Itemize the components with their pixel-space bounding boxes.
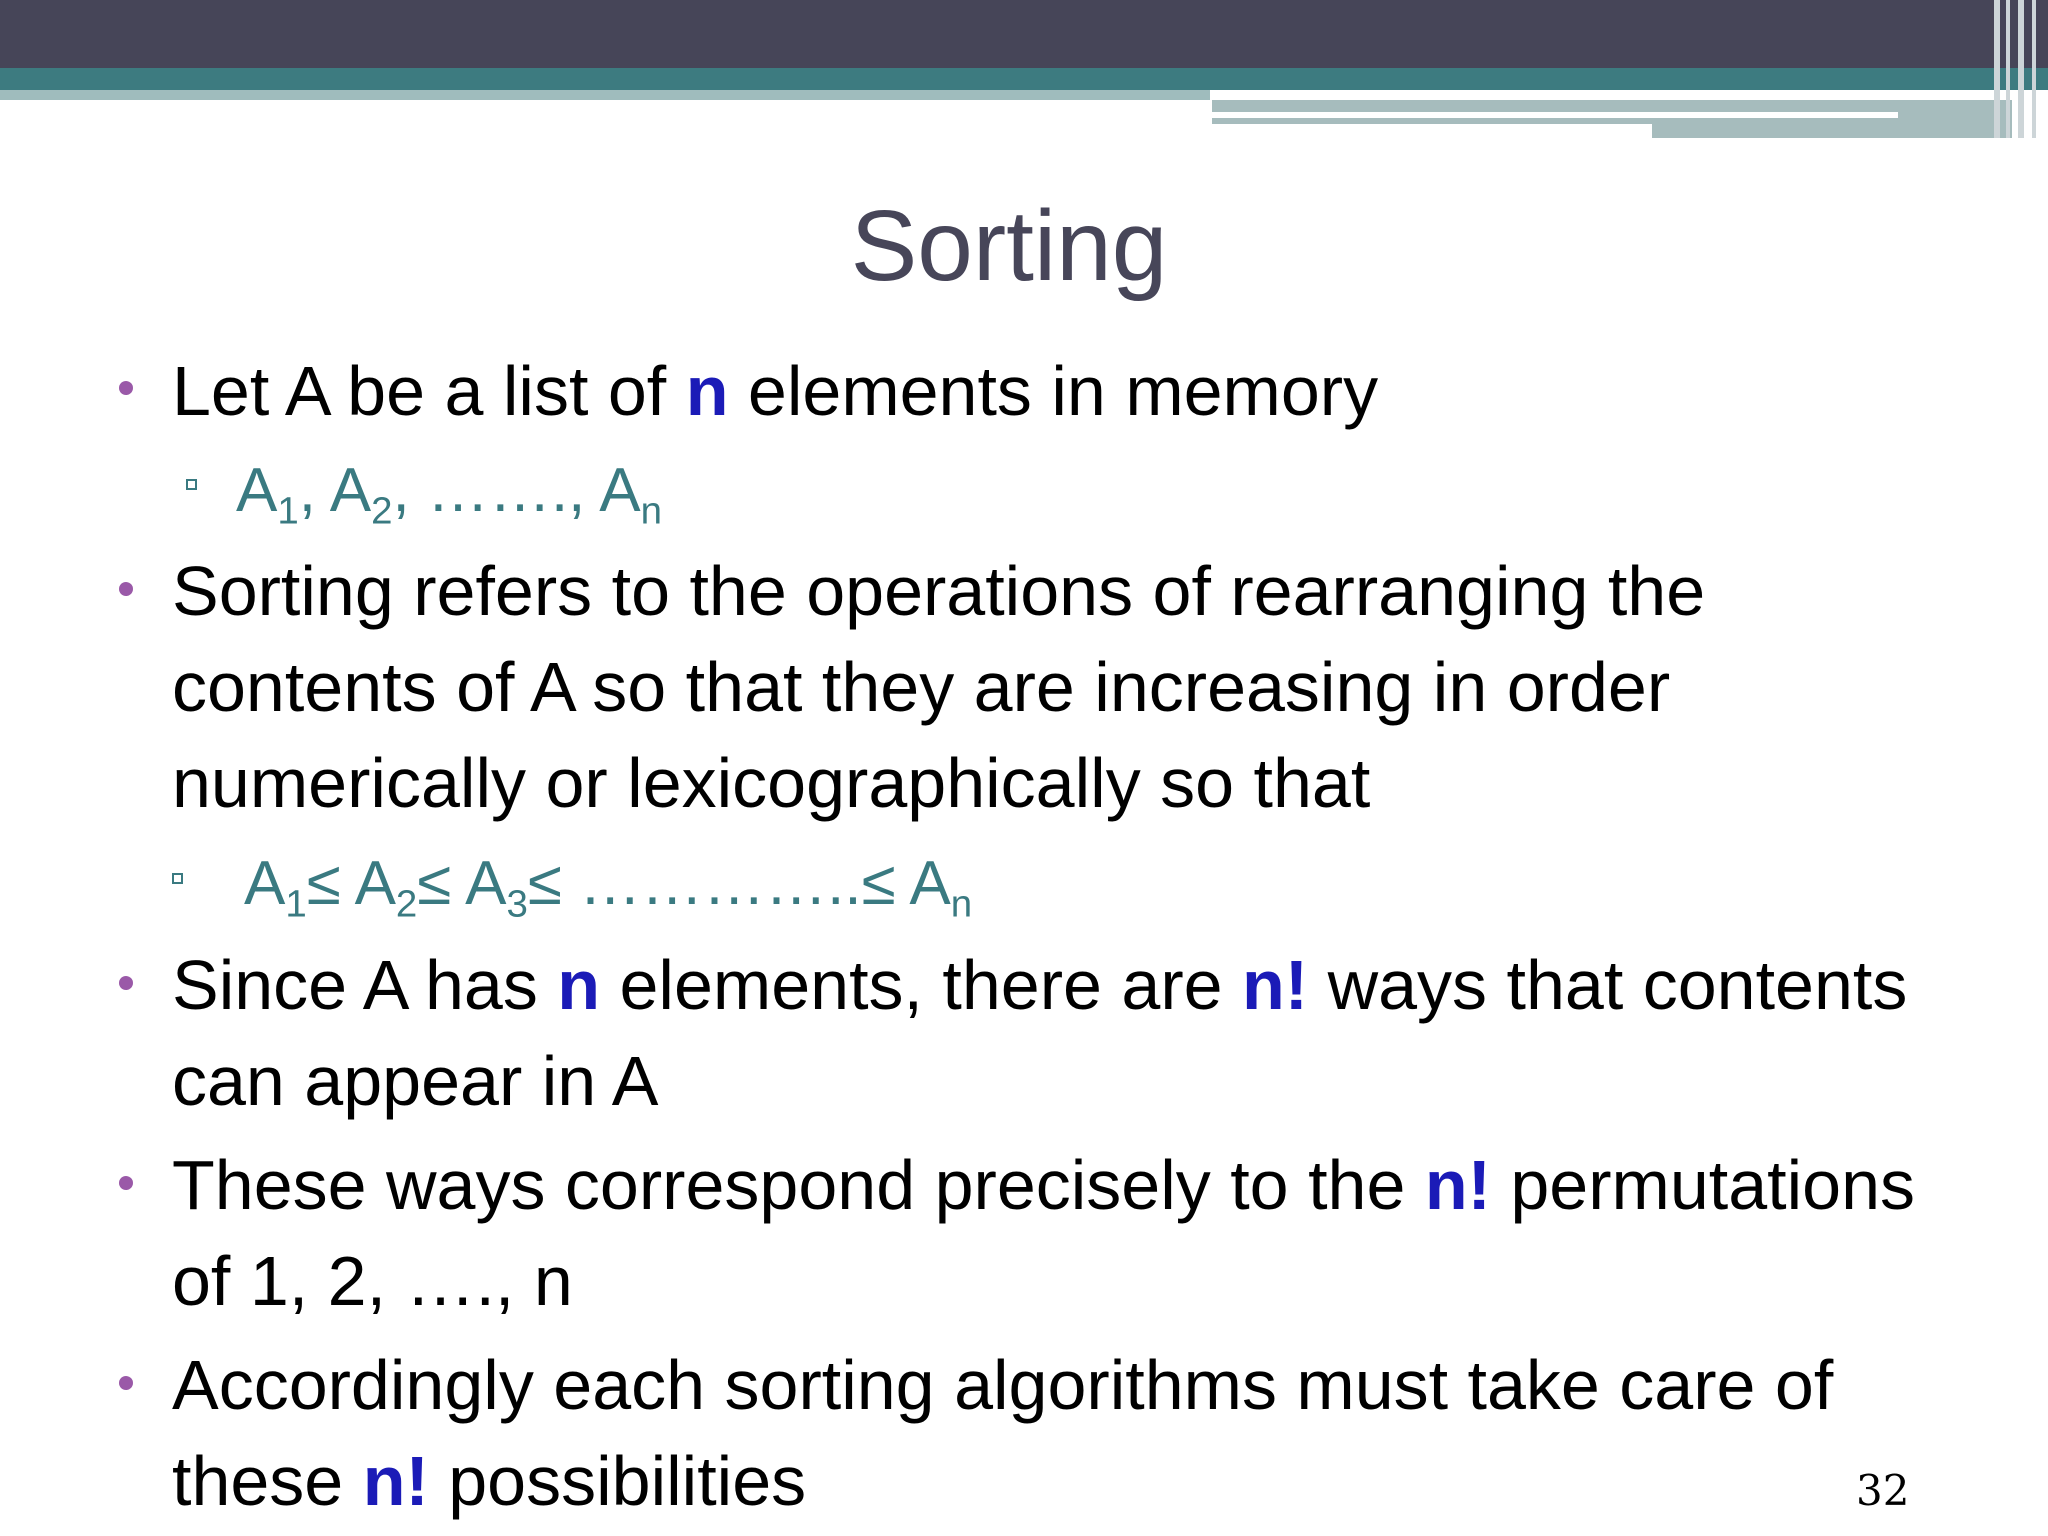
bullet-text: of 1, 2, …., n xyxy=(172,1242,573,1320)
bullet-text: These ways correspond precisely to the n! permutations xyxy=(172,1146,1916,1224)
bullet-text: Sorting refers to the operations of rearranging the xyxy=(172,552,1706,630)
bullet-text: these n! possibilities xyxy=(172,1442,807,1520)
sub-bullet-square xyxy=(186,479,197,490)
slide-title: Sorting xyxy=(850,190,1168,302)
bullet-text: can appear in A xyxy=(172,1042,659,1120)
bullet-dot xyxy=(119,1176,133,1190)
bullet-dot xyxy=(119,582,133,596)
bullet-text: contents of A so that they are increasing in order xyxy=(172,648,1671,726)
bullet-text: Accordingly each sorting algorithms must take care of xyxy=(172,1346,1834,1424)
sub-bullet-text: $A_1\le A_2\le A_3\le$ …………..≤ $A_n$ xyxy=(244,849,973,926)
bullet-text: Let A be a list of n elements in memory xyxy=(172,352,1379,430)
sub-bullet-text: $A_1$, $A_2$, ……., $A_n$ xyxy=(236,456,662,533)
sub-bullet-square xyxy=(172,873,183,884)
bullet-dot xyxy=(119,976,133,990)
bullet-dot xyxy=(119,381,133,395)
bullet-text: Since A has n elements, there are n! ways that contents xyxy=(172,946,1908,1024)
page-number: 32 xyxy=(1856,1466,1910,1515)
bullet-text: numerically or lexicographically so that xyxy=(172,744,1371,822)
bullet-dot xyxy=(119,1376,133,1390)
